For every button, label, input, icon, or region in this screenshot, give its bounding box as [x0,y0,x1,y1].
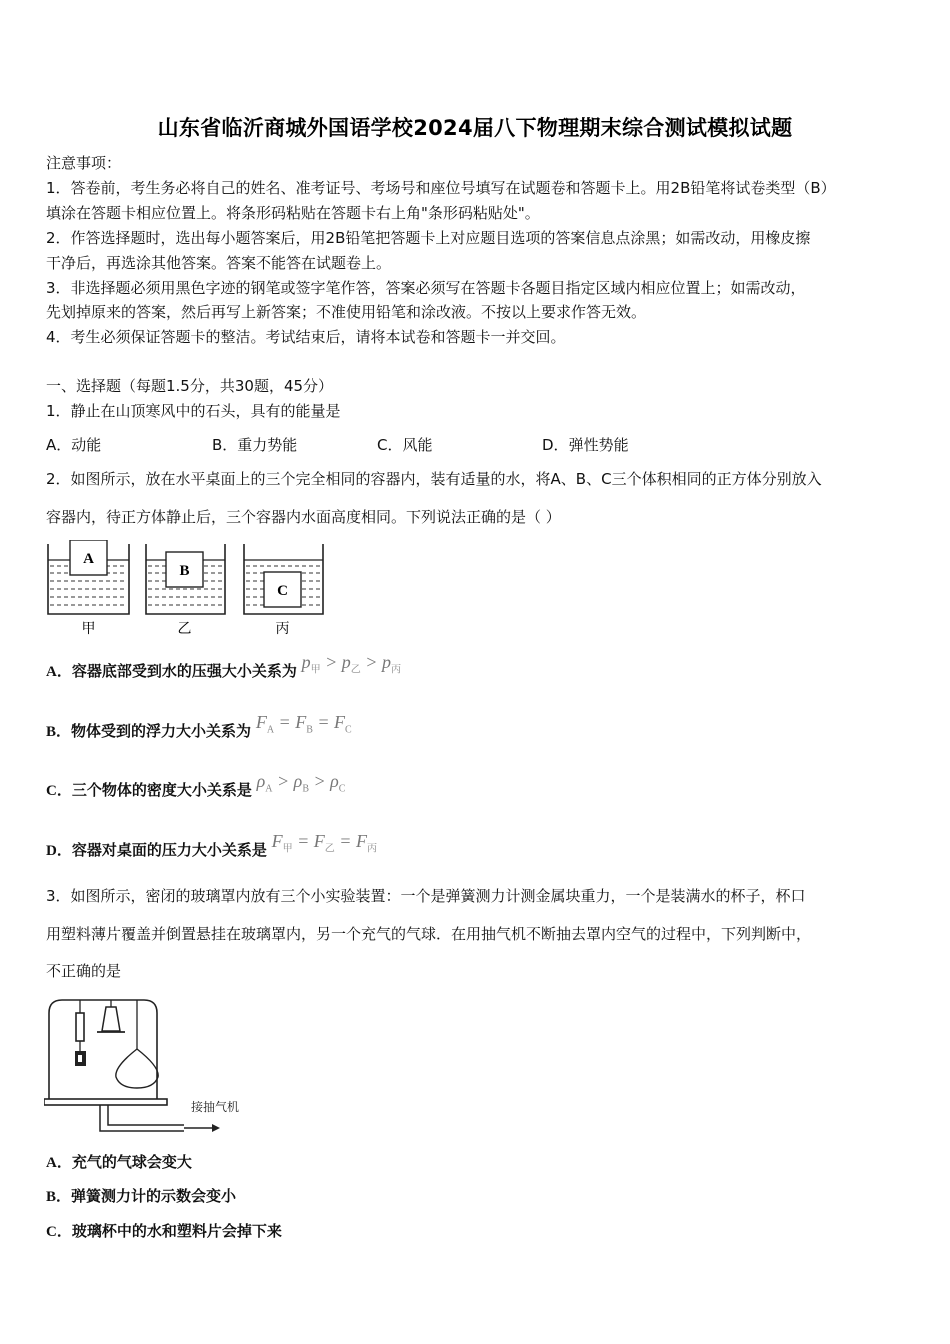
container-bing [244,544,323,637]
q2-containers-figure [44,540,334,640]
notice-line: 填涂在答题卡相应位置上。将条形码粘贴在答题卡右上角"条形码粘贴处"。 [46,204,540,222]
block-b-label: B [179,563,190,579]
caption-yi: 乙 [177,622,192,637]
q1-stem: 1．静止在山顶寒风中的石头，具有的能量是 [46,402,341,420]
q3-bell-jar-figure [44,995,254,1135]
block-c-label: C [277,583,288,599]
section-heading: 一、选择题（每题1.5分，共30题，45分） [46,377,334,395]
q3-stem-line2: 用塑料薄片覆盖并倒置悬挂在玻璃罩内，另一个充气的气球．在用抽气机不断抽去罩内空气的过程中，下列判断中， [46,925,812,943]
pump-label: 接抽气机 [191,1100,240,1114]
notice-line: 2．作答选择题时，选出每小题答案后，用2B铅笔把答题卡上对应题目选项的答案信息点涂黑；如需改动，用橡皮擦 [46,229,811,247]
page-title: 山东省临沂商城外国语学校2024届八下物理期末综合测试模拟试题 [157,116,793,140]
formula-buoyancy: $F_A = F_B = F_C$ [255,712,352,736]
q2-option-d[interactable]: D．容器对桌面的压力大小关系是 $F_甲 = F_乙 = F_丙$ [46,831,377,859]
q1-option-b[interactable]: B．重力势能 [212,436,298,454]
container-jia [48,540,129,637]
formula-pressure: $p_甲 > p_乙 > p_丙$ [301,652,401,676]
q2-stem-line2: 容器内，待正方体静止后，三个容器内水面高度相同。下列说法正确的是（ ） [46,508,561,526]
q1-option-d[interactable]: D．弹性势能 [542,436,629,454]
formula-density: $\rho_A > \rho_B > \rho_C$ [256,771,346,795]
q3-stem-line1: 3．如图所示，密闭的玻璃罩内放有三个小实验装置：一个是弹簧测力计测金属块重力，一个是装满水的杯子，杯口 [46,887,806,905]
container-yi [146,544,225,637]
q3-option-b[interactable]: B．弹簧测力计的示数会变小 [46,1187,237,1205]
caption-jia: 甲 [81,622,96,637]
q3-stem-line3: 不正确的是 [46,962,122,980]
formula-pressure-force: $F_甲 = F_乙 = F_丙$ [271,831,377,855]
block-a-label: A [83,551,94,567]
q3-option-a[interactable]: A．充气的气球会变大 [46,1153,192,1171]
notice-line: 先划掉原来的答案，然后再写上新答案；不准使用铅笔和涂改液。不按以上要求作答无效。 [46,303,647,321]
caption-bing: 丙 [275,622,290,637]
q2-option-b[interactable]: B．物体受到的浮力大小关系为 $F_A = F_B = F_C$ [46,712,352,740]
q2-option-c[interactable]: C．三个物体的密度大小关系是 $\rho_A > \rho_B > \rho_C$ [46,771,346,799]
q1-option-a[interactable]: A．动能 [46,436,102,454]
q2-stem-line1: 2．如图所示，放在水平桌面上的三个完全相同的容器内，装有适量的水，将A、B、C三个体积相同的正方体分别放入 [46,470,822,488]
notice-heading: 注意事项： [46,154,122,172]
notice-line: 4．考生必须保证答题卡的整洁。考试结束后，请将本试卷和答题卡一并交回。 [46,328,566,346]
notice-line: 3．非选择题必须用黑色字迹的钢笔或签字笔作答，答案必须写在答题卡各题目指定区域内相应位置上；如需改动， [46,279,806,297]
q1-option-c[interactable]: C．风能 [377,436,433,454]
notice-line: 干净后，再选涂其他答案。答案不能答在试题卷上。 [46,254,392,272]
q2-option-a[interactable]: A．容器底部受到水的压强大小关系为 $p_甲 > p_乙 > p_丙$ [46,652,401,680]
notice-line: 1．答卷前，考生务必将自己的姓名、准考证号、考场号和座位号填写在试题卷和答题卡上。用2B铅笔将试卷类型（B） [46,179,836,197]
q3-option-c[interactable]: C．玻璃杯中的水和塑料片会掉下来 [46,1222,282,1240]
